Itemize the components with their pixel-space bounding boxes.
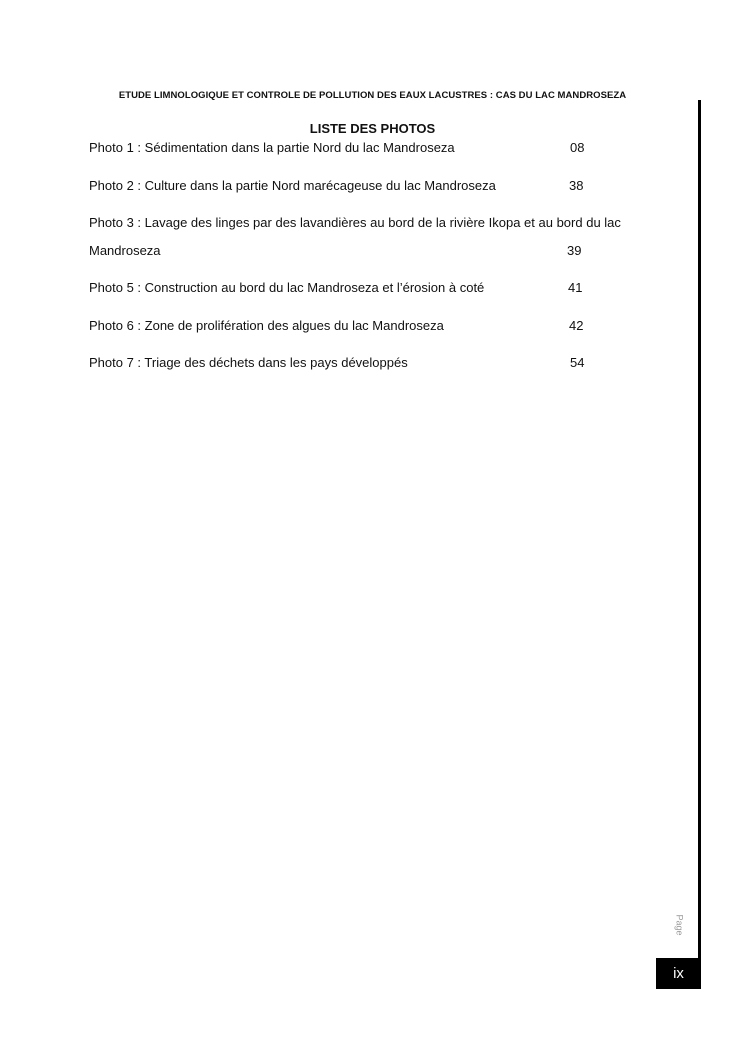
list-item-photo-1-page: 08: [570, 140, 585, 155]
list-title: LISTE DES PHOTOS: [309, 121, 436, 136]
running-header: ETUDE LIMNOLOGIQUE ET CONTROLE DE POLLUTION DES EAUX LACUSTRES : CAS DU LAC MANDROSEZA: [118, 90, 627, 101]
list-item-photo-6-page: 42: [569, 318, 584, 333]
list-item-photo-7-page: 54: [570, 355, 585, 370]
list-item-photo-2-page: 38: [569, 178, 584, 193]
page-number-box: [656, 958, 701, 989]
page-number: ix: [673, 965, 684, 982]
list-item-photo-7: Photo 7 : Triage des déchets dans les pays développés: [89, 355, 408, 370]
list-item-photo-3-continuation: Mandroseza: [89, 243, 161, 258]
list-item-photo-5-page: 41: [568, 280, 583, 295]
list-item-photo-1: Photo 1 : Sédimentation dans la partie Nord du lac Mandroseza: [89, 140, 455, 155]
list-item-photo-2: Photo 2 : Culture dans la partie Nord marécageuse du lac Mandroseza: [89, 178, 496, 193]
list-item-photo-5: Photo 5 : Construction au bord du lac Mandroseza et l’érosion à coté: [89, 280, 485, 295]
list-item-photo-3-page: 39: [567, 243, 582, 258]
right-border-rule: [698, 100, 701, 960]
list-item-photo-3: Photo 3 : Lavage des linges par des lavandières au bord de la rivière Ikopa et au bord du lac: [89, 215, 621, 230]
page-label: Page: [674, 914, 685, 936]
list-item-photo-6: Photo 6 : Zone de prolifération des algues du lac Mandroseza: [89, 318, 444, 333]
